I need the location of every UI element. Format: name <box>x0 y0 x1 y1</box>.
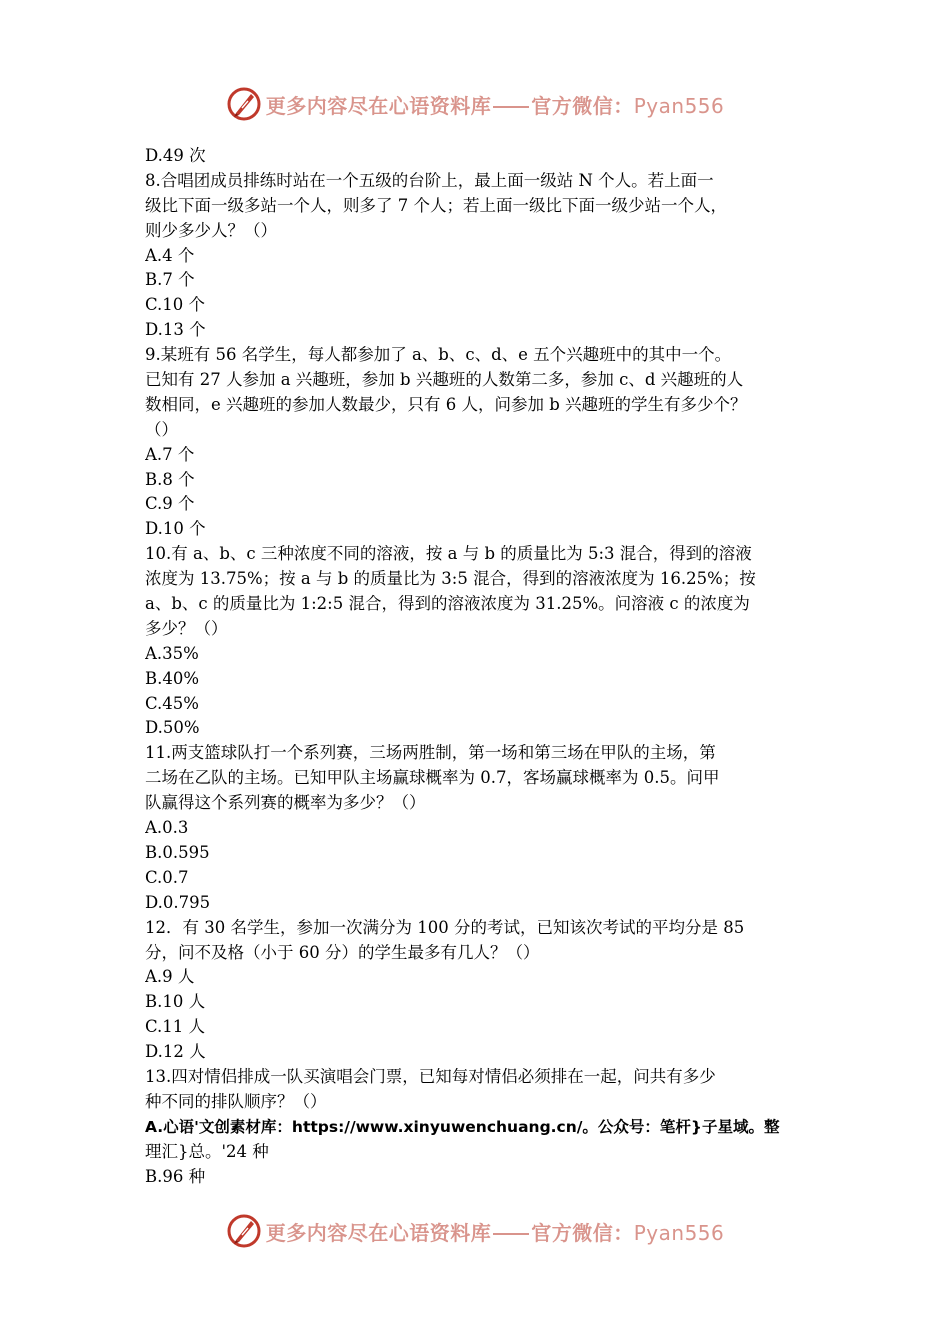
banner-dash <box>493 106 529 108</box>
question-8-line-3: 则少多少人？（） <box>145 220 277 240</box>
question-9-line-4: （） <box>145 419 178 439</box>
banner-label: 官方微信： <box>531 1220 634 1245</box>
option-line: B.96 种 <box>145 1166 206 1186</box>
question-9-line-1: 9.某班有 56 名学生，每人都参加了 a、b、c、d、e 五个兴趣班中的其中一个。 <box>145 345 732 365</box>
option-line-watermark: A.心语'文创素材库：https://www.xinyuwenchuang.cn/。公众号：笔杆}子星域。整 <box>145 1117 780 1136</box>
question-9-line-2: 已知有 27 人参加 a 兴趣班，参加 b 兴趣班的人数第二多，参加 c、d 兴趣班的人 <box>145 370 744 390</box>
option-line: D.10 个 <box>145 519 206 539</box>
question-8-line-2: 级比下面一级多站一个人，则多了 7 个人；若上面一级比下面一级少站一个人， <box>145 195 727 215</box>
pen-circle-logo-icon <box>226 86 262 122</box>
option-line: C.0.7 <box>145 867 189 887</box>
pen-circle-logo-icon <box>226 1213 262 1249</box>
question-11-line-1: 11.两支篮球队打一个系列赛，三场两胜制，第一场和第三场在甲队的主场，第 <box>145 743 716 763</box>
footer-banner <box>0 1211 950 1251</box>
question-12-line-2: 分，问不及格（小于 60 分）的学生最多有几人？（） <box>145 942 540 962</box>
option-line: B.8 个 <box>145 469 195 489</box>
option-line: B.40% <box>145 668 200 688</box>
option-line: B.7 个 <box>145 270 195 290</box>
option-line-watermark-cont: 理汇}总。'24 种 <box>145 1141 269 1161</box>
option-line: C.10 个 <box>145 295 206 315</box>
option-line: A.7 个 <box>145 444 195 464</box>
question-10-line-4: 多少？（） <box>145 618 228 638</box>
banner-dash <box>493 1233 529 1235</box>
option-line: A.0.3 <box>145 818 189 838</box>
option-line: B.0.595 <box>145 842 210 862</box>
question-10-line-2: 浓度为 13.75%；按 a 与 b 的质量比为 3:5 混合，得到的溶液浓度为 16.25%；按 <box>145 569 756 589</box>
banner-label: 官方微信： <box>531 93 634 118</box>
option-line: A.4 个 <box>145 245 195 265</box>
banner-text <box>266 1217 725 1246</box>
option-line: B.10 人 <box>145 992 206 1012</box>
option-line: A.9 人 <box>145 967 195 987</box>
option-line: A.35% <box>145 643 199 663</box>
banner-text <box>266 90 725 119</box>
option-line: D.12 人 <box>145 1042 206 1062</box>
option-line: D.50% <box>145 718 200 738</box>
header-banner <box>0 84 950 124</box>
question-11-line-2: 二场在乙队的主场。已知甲队主场赢球概率为 0.7，客场赢球概率为 0.5。问甲 <box>145 768 720 788</box>
question-11-line-3: 队赢得这个系列赛的概率为多少？（） <box>145 793 426 813</box>
question-13-line-1: 13.四对情侣排成一队买演唱会门票，已知每对情侣必须排在一起，问共有多少 <box>145 1066 716 1086</box>
question-10-line-3: a、b、c 的质量比为 1:2:5 混合，得到的溶液浓度为 31.25%。问溶液 c 的浓度为 <box>145 594 750 614</box>
text-line: D.49 次 <box>145 146 206 165</box>
document-body <box>145 144 810 1189</box>
question-13-line-2: 种不同的排队顺序？（） <box>145 1091 327 1111</box>
question-8-line-1: 8.合唱团成员排练时站在一个五级的台阶上，最上面一级站 N 个人。若上面一 <box>145 170 714 190</box>
banner-wechat-id: Pyan556 <box>633 93 725 118</box>
banner-main-text: 更多内容尽在心语资料库 <box>265 93 492 118</box>
question-9-line-3: 数相同，e 兴趣班的参加人数最少，只有 6 人，问参加 b 兴趣班的学生有多少个？ <box>145 394 747 414</box>
banner-wechat-id: Pyan556 <box>633 1220 725 1245</box>
option-line: C.11 人 <box>145 1017 206 1037</box>
question-12-line-1: 12．有 30 名学生，参加一次满分为 100 分的考试，已知该次考试的平均分是 85 <box>145 917 745 937</box>
option-line: C.45% <box>145 693 199 713</box>
option-line: C.9 个 <box>145 494 195 514</box>
banner-main-text: 更多内容尽在心语资料库 <box>265 1220 492 1245</box>
option-line: D.0.795 <box>145 892 211 912</box>
question-10-line-1: 10.有 a、b、c 三种浓度不同的溶液，按 a 与 b 的质量比为 5:3 混合，得到的溶液 <box>145 544 752 564</box>
option-line: D.13 个 <box>145 320 206 340</box>
